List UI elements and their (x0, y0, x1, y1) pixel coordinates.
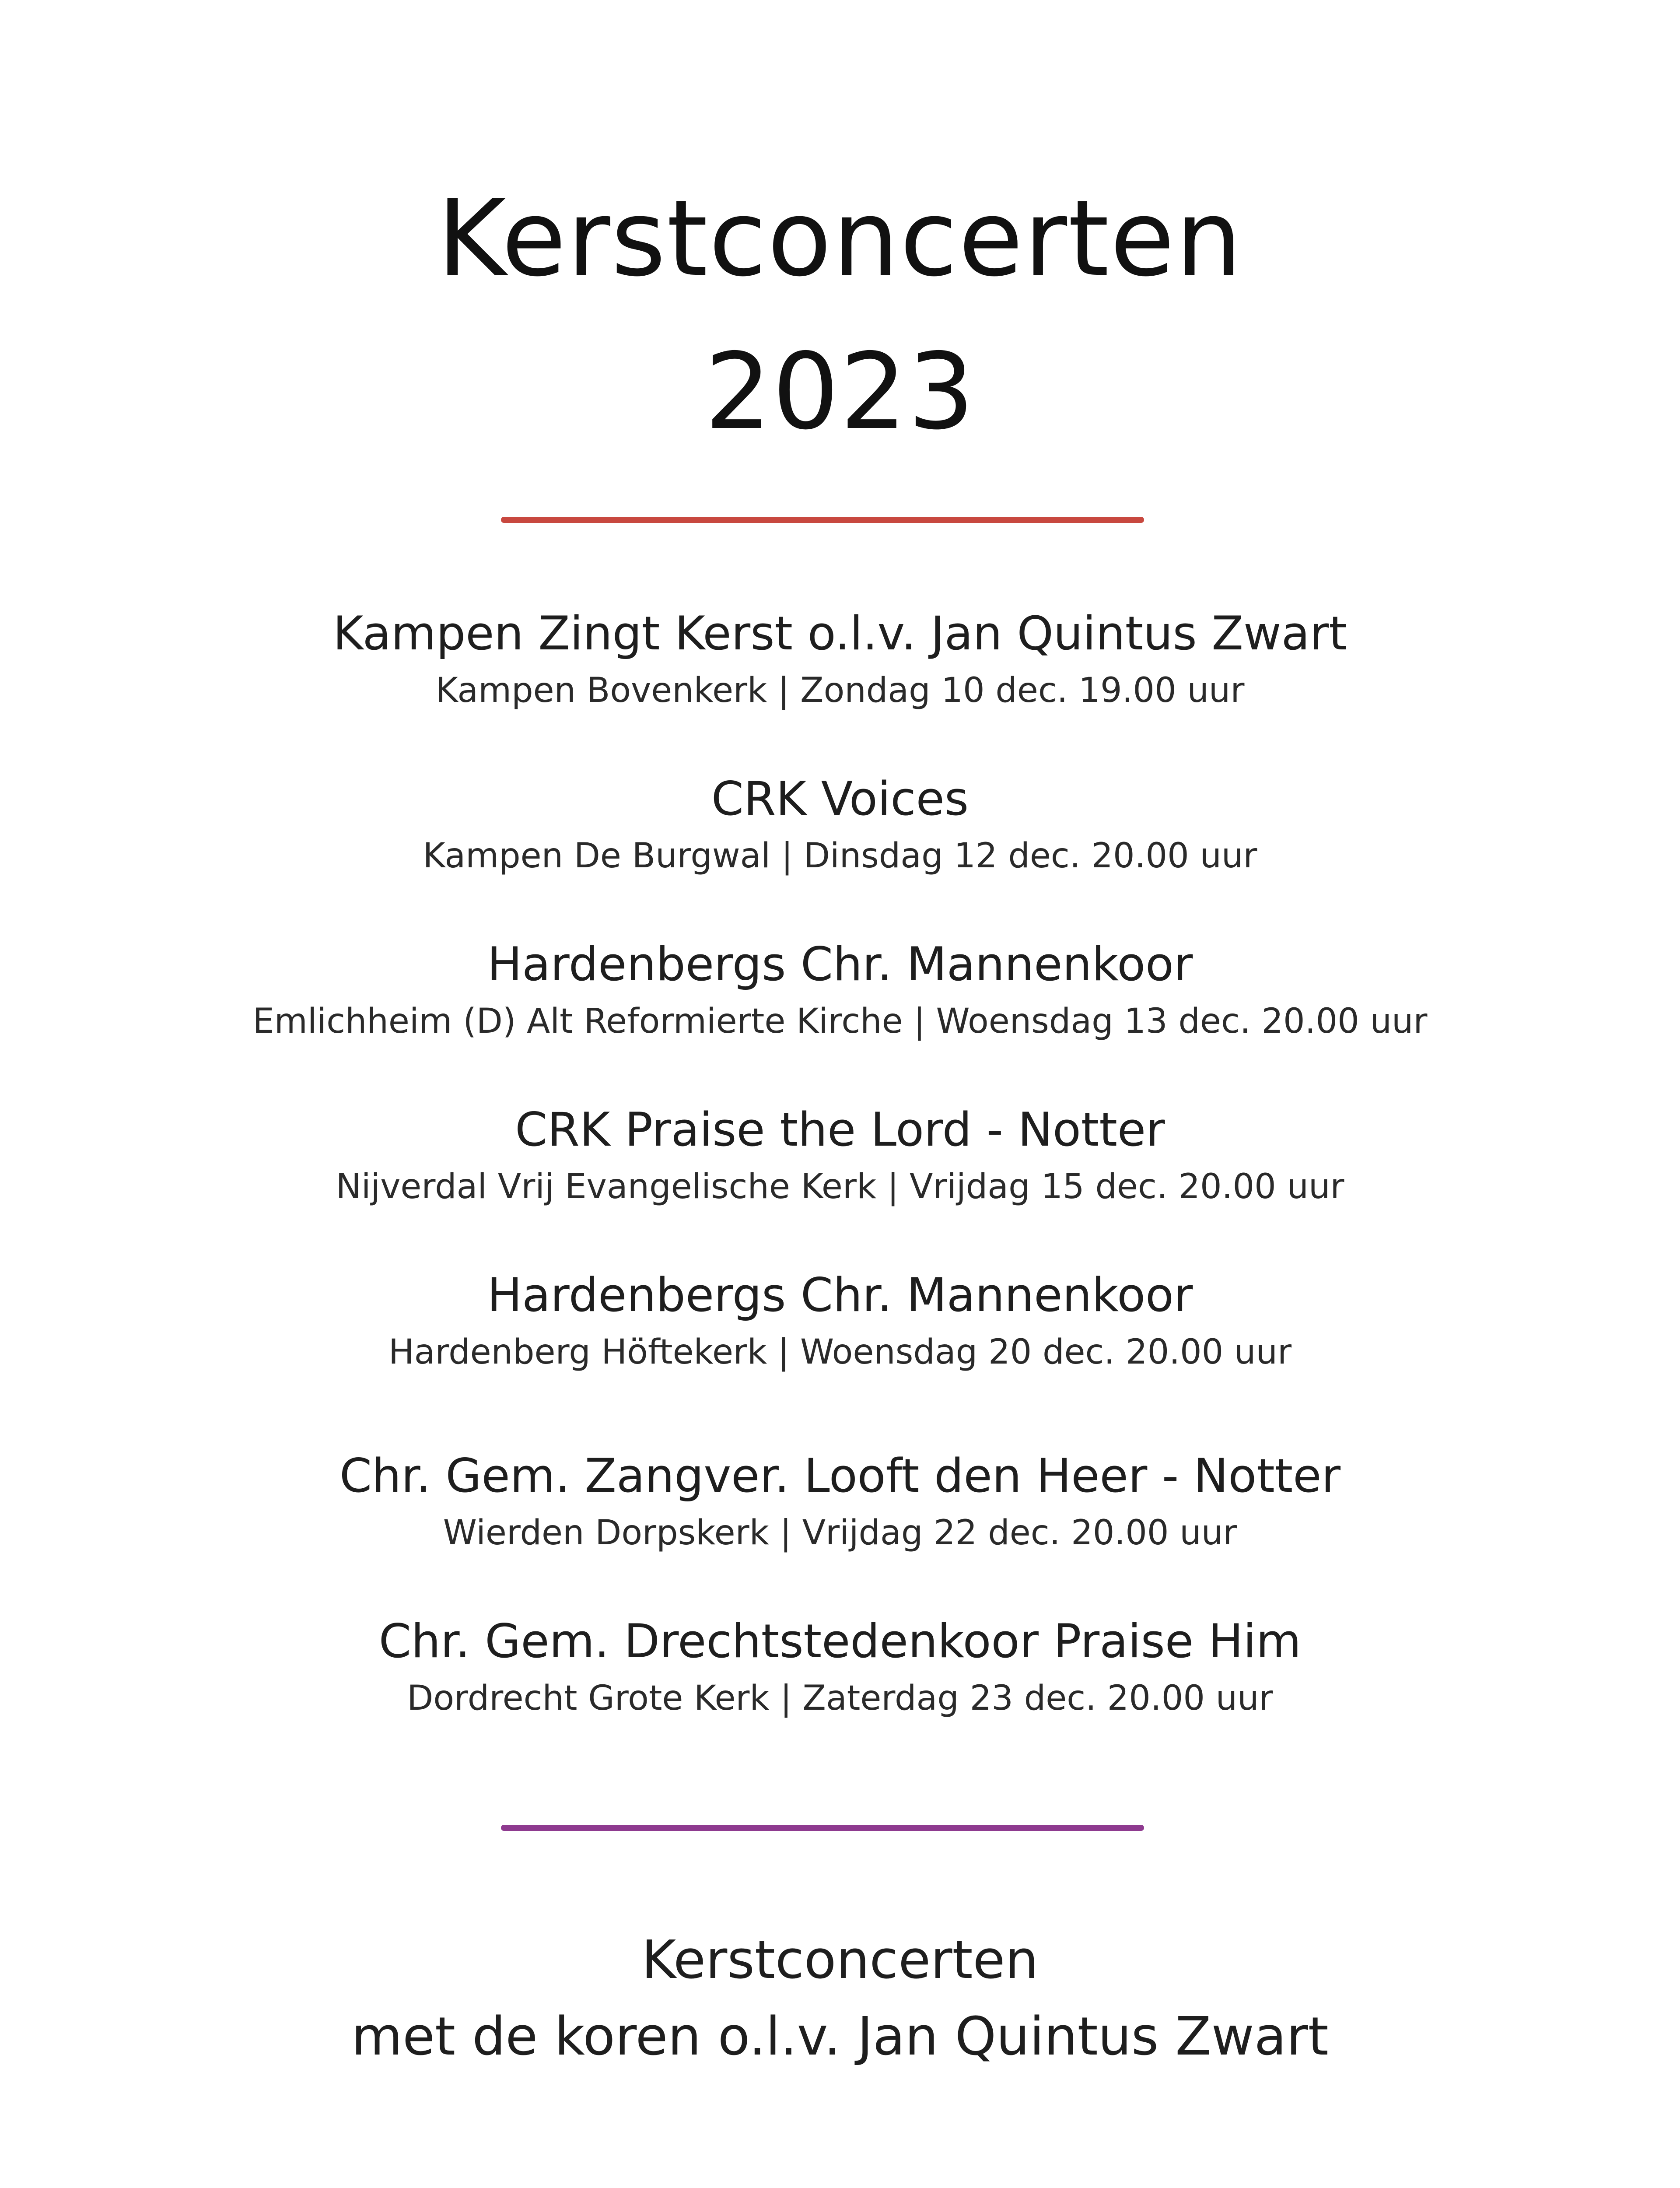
concert-name: Chr. Gem. Drechtstedenkoor Praise Him (378, 1614, 1302, 1668)
concert-item (0, 937, 1680, 1041)
concert-item (0, 1268, 1680, 1372)
concert-name: Hardenbergs Chr. Mannenkoor (487, 1268, 1193, 1322)
page-title-year: 2023 (704, 330, 976, 453)
divider-top (501, 517, 1144, 523)
concert-item (0, 607, 1680, 710)
concert-name: CRK Voices (711, 772, 969, 826)
concert-details: Kampen De Burgwal | Dinsdag 12 dec. 20.00 uur (423, 836, 1257, 876)
concert-item (0, 1449, 1680, 1553)
concert-item (0, 1614, 1680, 1718)
concert-item (0, 1103, 1680, 1206)
concert-details: Dordrecht Grote Kerk | Zaterdag 23 dec. 20.00 uur (407, 1679, 1273, 1718)
concert-details: Nijverdal Vrij Evangelische Kerk | Vrijdag 15 dec. 20.00 uur (336, 1167, 1344, 1206)
concert-details: Wierden Dorpskerk | Vrijdag 22 dec. 20.00 uur (443, 1513, 1237, 1553)
page-title: Kerstconcerten (437, 177, 1243, 300)
concert-name: Kampen Zingt Kerst o.l.v. Jan Quintus Zwart (333, 607, 1347, 660)
concert-details: Hardenberg Höftekerk | Woensdag 20 dec. 20.00 uur (388, 1332, 1292, 1372)
concert-name: CRK Praise the Lord - Notter (515, 1103, 1165, 1157)
concert-name: Chr. Gem. Zangver. Looft den Heer - Notter (339, 1449, 1341, 1503)
footer-title: Kerstconcerten (641, 1930, 1039, 1991)
concert-item (0, 772, 1680, 876)
concert-name: Hardenbergs Chr. Mannenkoor (487, 937, 1193, 991)
divider-middle (501, 1825, 1144, 1831)
concert-details: Emlichheim (D) Alt Reformierte Kirche | Woensdag 13 dec. 20.00 uur (252, 1002, 1428, 1041)
footer-subtitle: met de koren o.l.v. Jan Quintus Zwart (351, 2006, 1329, 2067)
concert-details: Kampen Bovenkerk | Zondag 10 dec. 19.00 uur (435, 671, 1245, 710)
